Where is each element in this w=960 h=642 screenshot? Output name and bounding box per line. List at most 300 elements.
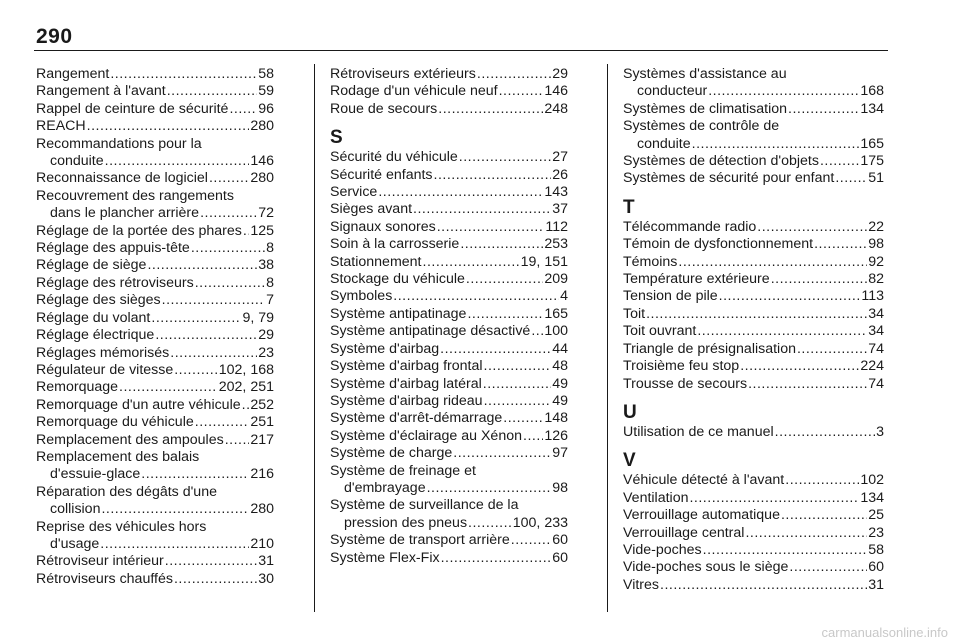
dot-leader [100,536,249,553]
index-entry-pages: 165 [544,305,568,322]
index-entry-pages: 37 [552,201,568,218]
index-entry [623,424,884,441]
dot-leader [459,149,551,166]
index-entry-pages: 25 [868,507,884,524]
index-entry [36,223,274,240]
index-entry-pages: 7 [266,292,274,309]
index-entry [623,271,884,288]
index-entry-pages: 9, 79 [242,309,274,326]
dot-leader [437,219,545,236]
dot-leader [242,397,250,414]
index-entry-pages: 98 [552,479,568,496]
index-column-1 [36,66,274,588]
index-entry-pages: 60 [868,559,884,576]
index-entry-term: Rodage d'un véhicule neuf [330,83,498,100]
dot-leader [200,205,257,222]
index-entry-pages: 97 [552,445,568,462]
index-entry-pages: 248 [544,100,568,117]
index-entry-pages: 60 [552,549,568,566]
index-entry-term: conduite [637,135,691,152]
index-entry-term: Rétroviseur intérieur [36,553,164,570]
dot-leader [788,101,859,118]
section-letter: U [623,401,637,423]
dot-leader [162,292,265,309]
index-entry-term: d'embrayage [344,479,426,496]
index-entry-pages: 59 [258,83,274,100]
index-entry [330,184,568,201]
index-entry-term: Réglages mémorisés [36,344,170,361]
index-entry-pages: 224 [860,358,884,375]
index-entry-pages: 58 [258,66,274,82]
index-entry [330,254,568,271]
index-entry [36,345,274,362]
index-entry-pages: 143 [544,184,568,201]
index-entry [330,66,568,83]
dot-leader [413,201,551,218]
index-entry-pages: 125 [250,222,274,239]
index-entry-term: d'usage [50,535,100,552]
index-entry [330,358,568,375]
page-number: 290 [36,25,73,48]
dot-leader [195,414,250,431]
index-entry [36,240,274,257]
index-entry [330,101,568,118]
index-entry-pages: 19, 151 [520,253,568,270]
dot-leader [174,571,257,588]
index-entry-term: Sécurité du véhicule [330,149,458,166]
index-entry-term: Symboles [330,288,393,305]
index-entry-pages: 23 [258,344,274,361]
index-entry-term: Système antipatinage désactivé [330,323,531,340]
index-entry-pages: 252 [250,396,274,413]
index-entry [36,310,274,327]
index-entry [623,559,884,576]
index-entry-pages: 146 [250,153,274,170]
index-entry-pages: 82 [868,271,884,288]
index-entry-pages: 209 [544,271,568,288]
index-entry [330,236,568,253]
index-entry-term: conducteur [637,83,708,100]
dot-leader [740,358,859,375]
index-entry-pages: 29 [258,327,274,344]
index-entry-heading: Recommandations pour la [36,135,202,152]
dot-leader [423,254,520,271]
index-entry-pages: 113 [861,288,884,305]
index-entry-term: Sièges avant [330,201,413,218]
index-entry-term: Réglage de siège [36,257,147,274]
index-entry-term: Remorquage du véhicule [36,414,194,431]
index-entry-pages: 134 [860,489,884,506]
index-entry [623,236,884,253]
index-entry-pages: 168 [860,83,884,100]
index-entry-pages: 253 [544,236,568,253]
index-entry-pages: 175 [860,153,884,170]
index-entry [36,553,274,570]
index-entry-pages: 146 [544,83,568,100]
dot-leader [151,310,241,327]
dot-leader [531,323,543,340]
dot-leader [438,101,543,118]
index-entry [623,577,884,594]
index-entry-term: Vide-poches sous le siège [623,559,789,576]
index-entry-pages: 8 [266,274,274,291]
index-entry [36,170,274,187]
dot-leader [170,345,257,362]
index-entry-pages: 280 [250,118,274,135]
index-entry-term: Vide-poches [623,541,702,558]
dot-leader [748,376,867,393]
index-entry [330,393,568,410]
index-entry [623,490,884,507]
index-entry [330,167,568,184]
index-entry-pages: 134 [860,100,884,117]
index-entry-pages: 26 [552,166,568,183]
index-entry [330,149,568,166]
index-entry-term: Stockage du véhicule [330,271,465,288]
index-entry-term: Remorquage [36,379,119,396]
dot-leader [167,83,258,100]
index-entry-continuation [36,466,274,483]
index-entry-term: collision [50,501,101,518]
index-entry-heading: Remplacement des balais [36,448,200,465]
dot-leader [835,170,867,187]
index-column-3 [623,66,884,594]
index-entry-term: Régulateur de vitesse [36,361,174,378]
index-entry-term: Télécommande radio [623,218,757,235]
dot-leader [434,167,552,184]
index-entry-pages: 4 [560,288,568,305]
index-entry-term: Témoins [623,253,678,270]
index-entry-term: Systèmes de climatisation [623,100,788,117]
index-entry-pages: 51 [868,170,884,187]
dot-leader [484,358,552,375]
index-entry-pages: 23 [868,524,884,541]
index-entry-term: Système antipatinage [330,305,467,322]
index-entry-term: Triangle de présignalisation [623,340,796,357]
watermark: carmanualsonline.info [821,625,948,640]
index-entry-term: Rangement à l'avant [36,83,166,100]
dot-leader [119,379,218,396]
index-entry-term: Rangement [36,66,110,82]
index-entry-pages: 148 [544,410,568,427]
dot-leader [814,236,867,253]
index-entry-pages: 44 [552,340,568,357]
dot-leader [105,153,250,170]
index-entry [36,362,274,379]
index-entry [330,445,568,462]
index-entry-term: Système d'airbag rideau [330,392,483,409]
index-entry-term: Véhicule détecté à l'avant [623,472,785,489]
index-entry-continuation [36,536,274,553]
index-entry [36,118,274,135]
index-entry-continuation [36,205,274,222]
dot-leader [467,306,543,323]
dot-leader [503,410,543,427]
index-entry-pages: 22 [868,218,884,235]
index-entry [330,219,568,236]
index-entry-term: Système d'airbag frontal [330,358,483,375]
dot-leader [427,480,552,497]
dot-leader [781,507,867,524]
dot-leader [483,376,551,393]
dot-leader [484,393,552,410]
index-entry-term: Utilisation de ce manuel [623,423,774,440]
index-entry-term: Ventilation [623,489,689,506]
dot-leader [646,306,867,323]
index-entry-term: Température extérieure [623,271,770,288]
index-entry-term: Soin à la carrosserie [330,236,460,253]
dot-leader [243,223,249,240]
dot-leader [393,288,559,305]
dot-leader [708,83,859,100]
index-entry [623,288,884,305]
index-entry-pages: 72 [258,205,274,222]
index-entry-pages: 102, 168 [218,361,274,378]
dot-leader [820,153,859,170]
index-entry-term: Réglage électrique [36,327,155,344]
index-entry [623,170,884,187]
index-entry-term: Reconnaissance de logiciel [36,170,208,187]
index-entry-continuation [36,153,274,170]
index-entry-pages: 126 [544,427,568,444]
index-entry-term: dans le plancher arrière [50,205,200,222]
index-entry-pages: 102 [860,472,884,489]
index-entry-term: Système d'airbag [330,340,440,357]
dot-leader [511,532,551,549]
dot-leader [523,428,543,445]
index-entry [36,257,274,274]
index-entry-pages: 49 [552,375,568,392]
index-entry [36,571,274,588]
dot-leader [453,445,551,462]
index-entry-pages: 3 [876,423,884,440]
dot-leader [689,490,859,507]
index-entry-pages: 202, 251 [218,379,274,396]
index-entry [623,254,884,271]
index-entry-term: Stationnement [330,253,422,270]
index-entry [36,432,274,449]
dot-leader [165,553,257,570]
index-entry-term: Toit ouvrant [623,323,697,340]
dot-leader [660,577,867,594]
index-entry [36,379,274,396]
index-entry-pages: 280 [250,170,274,187]
dot-leader [692,136,860,153]
index-entry [623,323,884,340]
dot-leader [191,240,265,257]
index-entry [36,327,274,344]
index-entry-pages: 49 [552,392,568,409]
index-entry-heading: Recouvrement des rangements [36,187,234,204]
section-letter: S [330,127,343,149]
dot-leader [225,432,250,449]
index-entry-continuation [623,83,884,100]
index-entry-pages: 280 [250,501,274,518]
index-entry [623,341,884,358]
index-entry-pages: 31 [258,553,274,570]
index-entry-term: Rappel de ceinture de sécurité [36,100,229,117]
index-entry-pages: 31 [868,576,884,593]
index-entry-term: Remorquage d'un autre véhicule [36,396,241,413]
dot-leader [745,525,867,542]
index-entry-pages: 34 [868,323,884,340]
index-entry-term: Réglage des rétroviseurs [36,274,194,291]
index-entry [623,101,884,118]
header-rule [34,50,888,51]
index-entry-term: Vitres [623,576,660,593]
index-entry-term: Système d'arrêt-démarrage [330,410,503,427]
dot-leader [719,288,861,305]
index-entry-term: Système de charge [330,445,453,462]
dot-leader [440,341,551,358]
index-entry-term: Signaux sonores [330,218,436,235]
index-entry-continuation [36,501,274,518]
index-entry-term: Réglage des sièges [36,292,161,309]
index-entry-term: pression des pneus [344,514,468,531]
dot-leader [460,236,543,253]
section-letter: T [623,196,635,218]
index-entry-continuation [330,515,568,532]
index-entry-term: Troisième feu stop [623,358,740,375]
index-entry [330,271,568,288]
index-entry-pages: 74 [868,340,884,357]
dot-leader [499,83,544,100]
index-entry-pages: 8 [266,240,274,257]
dot-leader [771,271,868,288]
index-entry-term: Sécurité enfants [330,166,433,183]
dot-leader [155,327,257,344]
index-entry [330,428,568,445]
dot-leader [87,118,250,135]
column-divider-2 [607,64,608,612]
index-entry-pages: 29 [552,66,568,82]
index-entry-term: Réglage de la portée des phares [36,222,242,239]
dot-leader [101,501,249,518]
index-entry [36,83,274,100]
index-entry [36,66,274,83]
dot-leader [785,472,859,489]
dot-leader [174,362,218,379]
index-entry-continuation [623,136,884,153]
index-entry-pages: 92 [868,253,884,270]
index-entry-term: Trousse de secours [623,375,748,392]
index-entry [330,341,568,358]
index-entry-term: Roue de secours [330,100,438,117]
index-entry [623,525,884,542]
index-entry-continuation [330,480,568,497]
index-entry-term: Système d'éclairage au Xénon [330,427,522,444]
index-entry [330,376,568,393]
index-entry [330,306,568,323]
index-entry-pages: 48 [552,358,568,375]
index-entry-pages: 251 [250,414,274,431]
index-entry-pages: 27 [552,149,568,166]
dot-leader [789,559,867,576]
index-entry-pages: 217 [250,431,274,448]
index-entry-term: Témoin de dysfonctionnement [623,236,814,253]
index-entry [330,550,568,567]
index-entry [623,507,884,524]
index-entry [623,376,884,393]
index-entry-pages: 30 [258,570,274,587]
index-column-2 [330,66,568,567]
dot-leader [757,219,867,236]
dot-leader [477,66,551,83]
index-entry-term: Toit [623,305,646,322]
index-entry-pages: 58 [868,541,884,558]
dot-leader [441,550,552,567]
index-entry-term: Verrouillage central [623,524,745,541]
dot-leader [703,542,868,559]
index-entry-heading: Systèmes d'assistance au [623,66,787,82]
index-entry [330,410,568,427]
index-entry-pages: 112 [545,218,568,235]
index-entry-pages: 216 [250,466,274,483]
index-entry-pages: 96 [258,100,274,117]
index-entry [330,201,568,218]
index-entry [330,532,568,549]
index-entry [623,219,884,236]
index-entry-pages: 60 [552,532,568,549]
index-entry [330,288,568,305]
dot-leader [141,466,249,483]
index-entry-heading: Système de freinage et [330,462,476,479]
index-entry [36,101,274,118]
index-entry [623,542,884,559]
index-entry-term: Rétroviseurs extérieurs [330,66,476,82]
index-entry-term: Systèmes de détection d'objets [623,153,819,170]
index-entry [623,153,884,170]
dot-leader [697,323,867,340]
dot-leader [209,170,249,187]
index-entry-term: conduite [50,153,104,170]
index-entry-pages: 98 [868,236,884,253]
index-entry-term: Verrouillage automatique [623,507,780,524]
index-entry-heading: Reprise des véhicules hors [36,518,207,535]
index-entry-term: d'essuie-glace [50,466,141,483]
index-entry-pages: 100 [544,323,568,340]
dot-leader [147,257,257,274]
index-entry-term: Réglage du volant [36,309,151,326]
index-entry [36,397,274,414]
index-entry-heading: Système de surveillance de la [330,497,519,514]
dot-leader [466,271,543,288]
index-entry-pages: 34 [868,305,884,322]
dot-leader [468,515,512,532]
index-entry-term: Service [330,184,378,201]
index-entry-term: Système Flex-Fix [330,549,440,566]
column-divider-1 [314,64,315,612]
index-entry [36,292,274,309]
dot-leader [229,101,257,118]
index-entry-heading: Systèmes de contrôle de [623,118,780,135]
dot-leader [775,424,875,441]
dot-leader [797,341,867,358]
index-entry [623,358,884,375]
index-entry-heading: Réparation des dégâts d'une [36,483,217,500]
section-letter: V [623,450,636,472]
dot-leader [110,66,257,83]
index-entry-pages: 38 [258,257,274,274]
dot-leader [678,254,867,271]
index-entry [36,275,274,292]
index-entry-term: Systèmes de sécurité pour enfant [623,170,835,187]
index-entry-pages: 100, 233 [512,514,568,531]
index-entry-term: Système de transport arrière [330,532,510,549]
index-entry [36,414,274,431]
index-entry [330,83,568,100]
index-entry-term: REACH [36,118,86,135]
